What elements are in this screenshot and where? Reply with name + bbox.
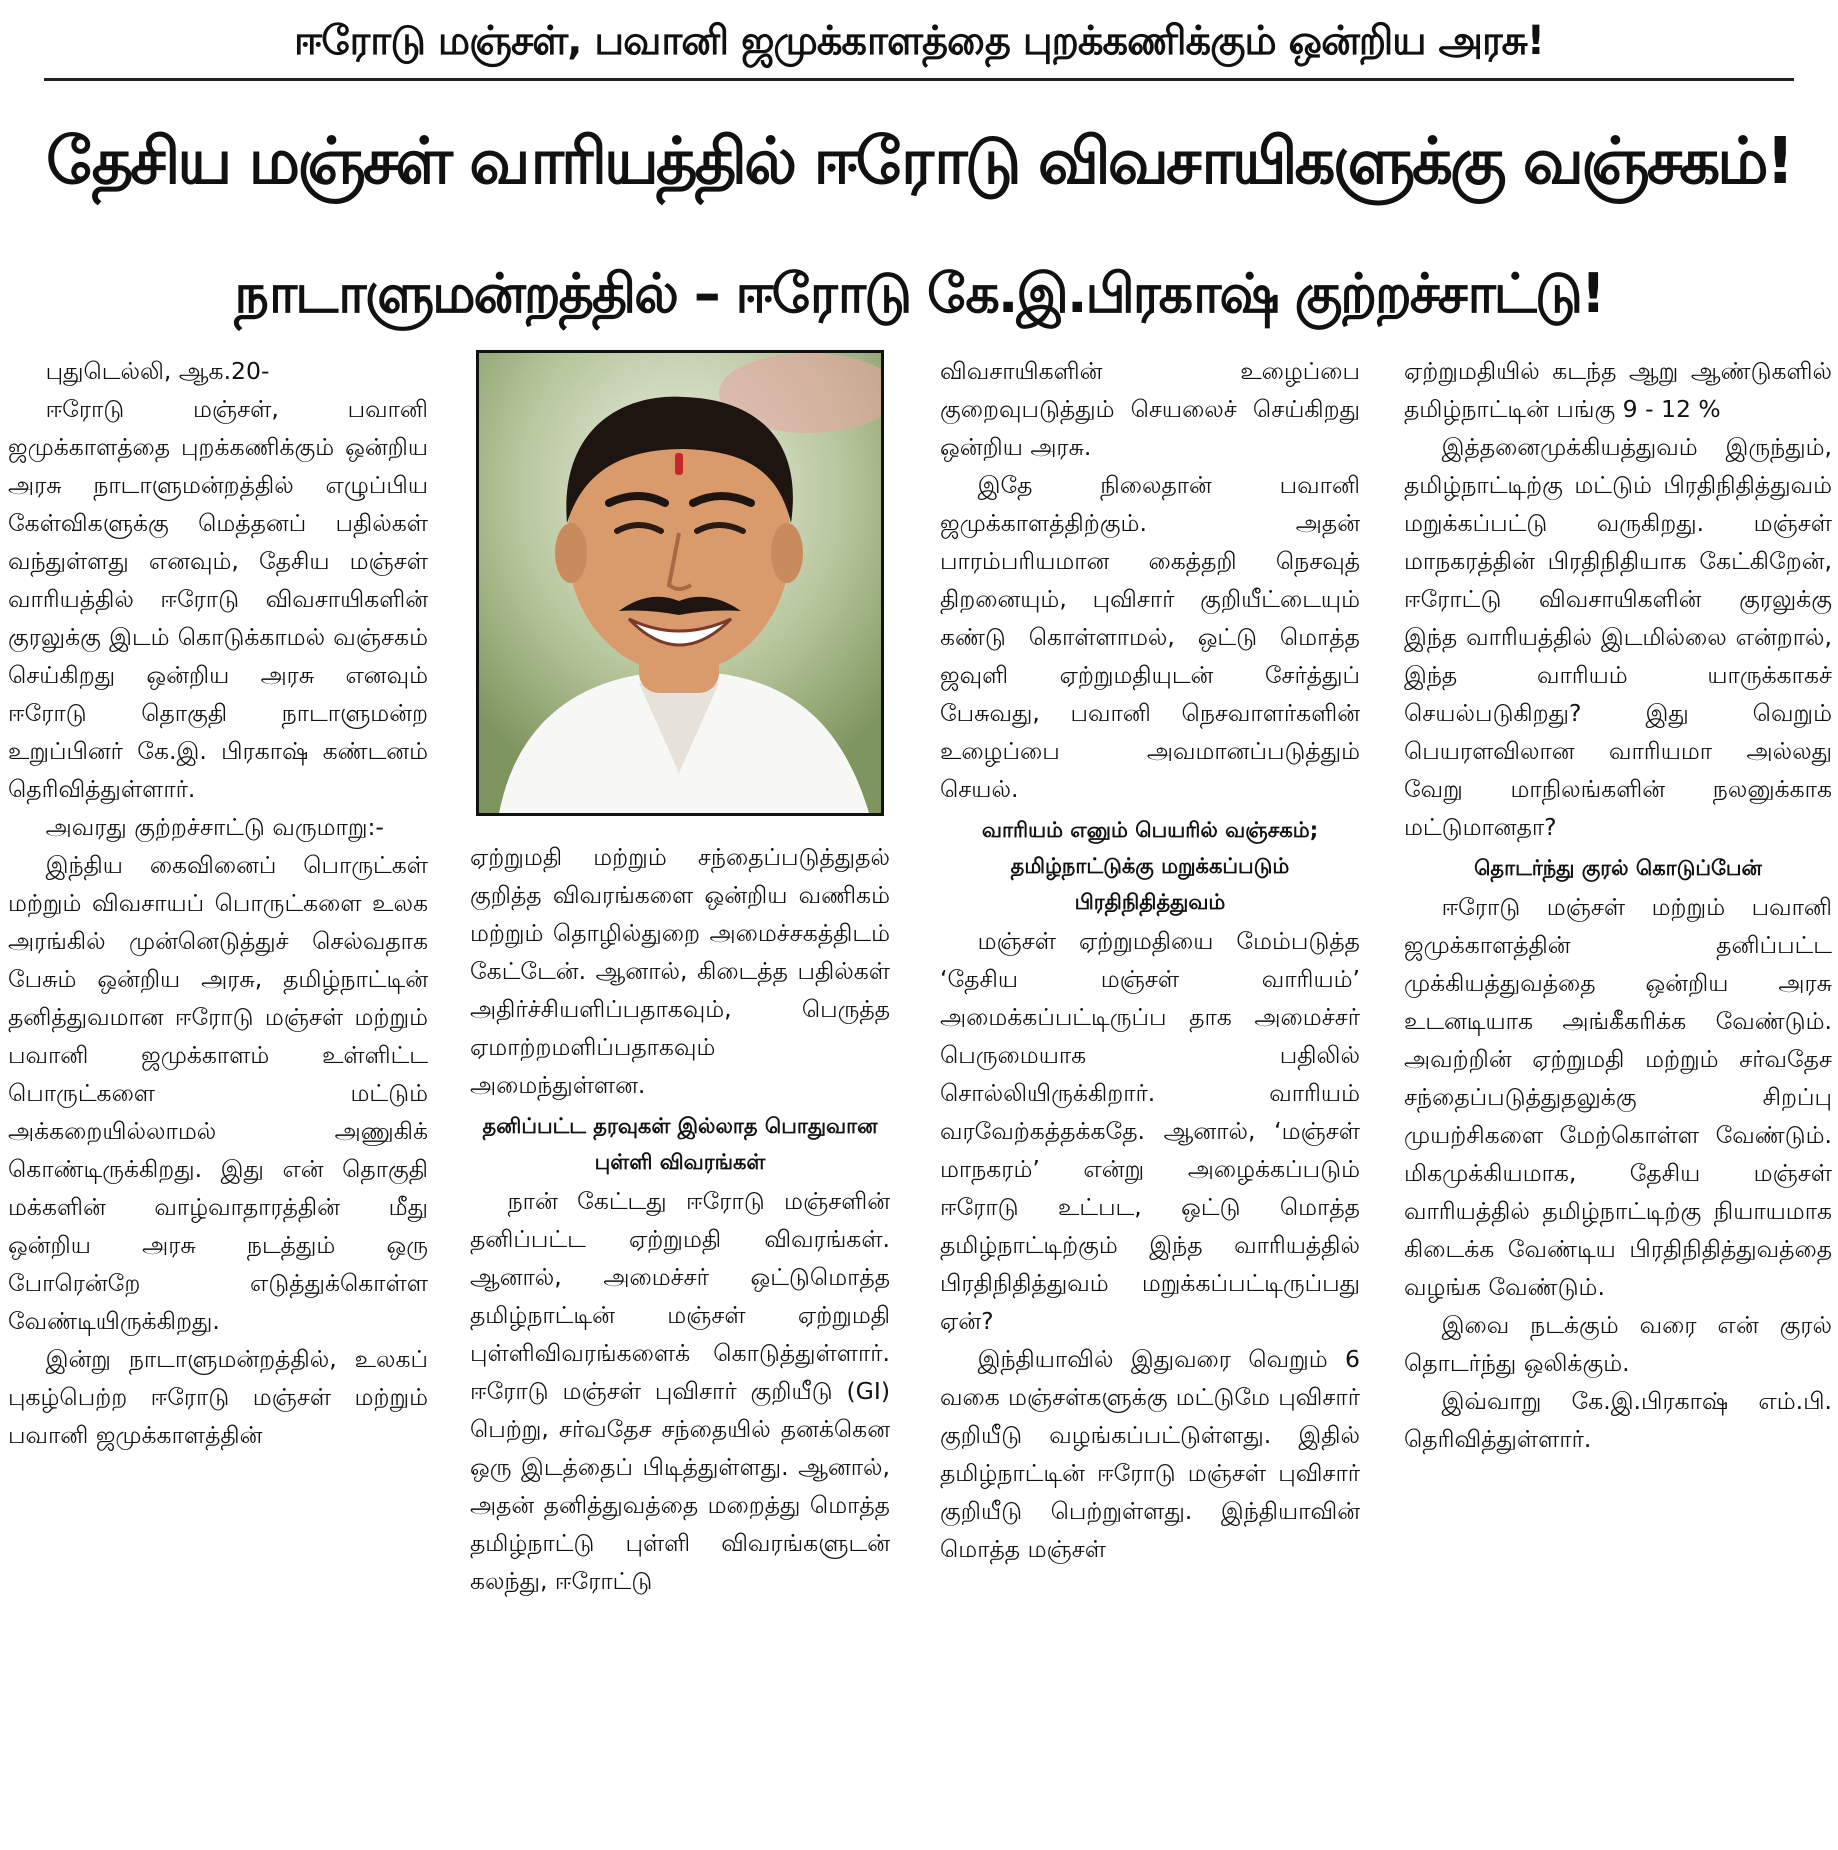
- paragraph: ஏற்றுமதி மற்றும் சந்தைப்படுத்துதல் குறித்த விவரங்களை ஒன்றிய வணிகம் மற்றும் தொழில்துறை அமைச்சகத்திடம் கேட்டேன். ஆனால், கிடைத்த பதில்கள் அதிர்ச்சியளிப்பதாகவும், பெருத்த ஏமாற்றமளிப்பதாகவும் அமைந்துள்ளன.: [470, 843, 890, 1099]
- dateline: புதுடெல்லி, ஆக.20-: [45, 357, 270, 385]
- paragraph: ஏற்றுமதியில் கடந்த ஆறு ஆண்டுகளில் தமிழ்நாட்டின் பங்கு 9 - 12 %: [1404, 357, 1832, 423]
- section-heading: வாரியம் எனும் பெயரில் வஞ்சகம்; தமிழ்நாட்டுக்கு மறுக்கப்படும் பிரதிநிதித்துவம்: [981, 818, 1319, 914]
- paragraph: இன்று நாடாளுமன்றத்தில், உலகப் புகழ்பெற்ற ஈரோடு மஞ்சள் மற்றும் பவானி ஜமுக்காளத்தின்: [8, 1345, 428, 1449]
- paragraph: இந்திய கைவினைப் பொருட்கள் மற்றும் விவசாயப் பொருட்களை உலக அரங்கில் முன்னெடுத்துச் செல்வதாக பேசும் ஒன்றிய அரசு, தமிழ்நாட்டின் தனித்துவமான ஈரோடு மஞ்சள் மற்றும் பவானி ஜமுக்காளம் உள்ளிட்ட பொருட்களை மட்டும் அக்கறையில்லாமல் அணுகிக் கொண்டிருக்கிறது. இது என் தொகுதி மக்களின் வாழ்வாதாரத்தின் மீது ஒன்றிய அரசு நடத்தும் ஒரு போரென்றே எடுத்துக்கொள்ள வேண்டியிருக்கிறது.: [8, 851, 428, 1335]
- paragraph: விவசாயிகளின் உழைப்பை குறைவுபடுத்தும் செயலைச் செய்கிறது ஒன்றிய அரசு.: [940, 357, 1360, 461]
- paragraph: ஈரோடு மஞ்சள் மற்றும் பவானி ஜமுக்காளத்தின் தனிப்பட்ட முக்கியத்துவத்தை ஒன்றிய அரசு உடனடியாக அங்கீகரிக்க வேண்டும். அவற்றின் ஏற்றுமதி மற்றும் சர்வதேச சந்தைப்படுத்துதலுக்கு சிறப்பு முயற்சிகளை மேற்கொள்ள வேண்டும். மிகமுக்கியமாக, தேசிய மஞ்சள் வாரியத்தில் தமிழ்நாட்டிற்கு நியாயமாக கிடைக்க வேண்டிய பிரதிநிதித்துவத்தை வழங்க வேண்டும்.: [1404, 893, 1832, 1301]
- paragraph: இத்தனைமுக்கியத்துவம் இருந்தும், தமிழ்நாட்டிற்கு மட்டும் பிரதிநிதித்துவம் மறுக்கப்பட்டு வருகிறது. மஞ்சள் மாநகரத்தின் பிரதிநிதியாக கேட்கிறேன், ஈரோட்டு விவசாயிகளின் குரலுக்கு இந்த வாரியத்தில் இடமில்லை என்றால், இந்த வாரியம் யாருக்காகச் செயல்படுகிறது? இது வெறும் பெயரளவிலான வாரியமா அல்லது வேறு மாநிலங்களின் நலனுக்காக மட்டுமானதா?: [1404, 433, 1832, 841]
- portrait-illustration: [479, 353, 881, 813]
- section-heading: தொடர்ந்து குரல் கொடுப்பேன்: [1474, 856, 1762, 880]
- paragraph: இதே நிலைதான் பவானி ஜமுக்காளத்திற்கும். அதன் பாரம்பரியமான கைத்தறி நெசவுத் திறனையும், புவிசார் குறியீட்டையும் கண்டு கொள்ளாமல், ஒட்டு மொத்த ஜவுளி ஏற்றுமதியுடன் சேர்த்துப் பேசுவது, பவானி நெசவாளர்களின் உழைப்பை அவமானப்படுத்தும் செயல்.: [940, 471, 1360, 803]
- headline: தேசிய மஞ்சள் வாரியத்தில் ஈரோடு விவசாயிகளுக்கு வஞ்சகம்!: [46, 125, 1792, 199]
- paragraph: இவ்வாறு கே.இ.பிரகாஷ் எம்.பி. தெரிவித்துள்ளார்.: [1404, 1387, 1832, 1453]
- paragraph: இந்தியாவில் இதுவரை வெறும் 6 வகை மஞ்சள்களுக்கு மட்டுமே புவிசார் குறியீடு வழங்கப்பட்டுள்ளது. இதில் தமிழ்நாட்டின் ஈரோடு மஞ்சள் புவிசார் குறியீடு பெற்றுள்ளது. இந்தியாவின் மொத்த மஞ்சள்: [940, 1345, 1360, 1563]
- top-rule: [44, 78, 1794, 81]
- article-column-4: [1404, 352, 1832, 1842]
- paragraph: நான் கேட்டது ஈரோடு மஞ்சளின் தனிப்பட்ட ஏற்றுமதி விவரங்கள். ஆனால், அமைச்சர் ஒட்டுமொத்த தமிழ்நாட்டின் மஞ்சள் ஏற்றுமதி புள்ளிவிவரங்களைக் கொடுத்துள்ளார். ஈரோடு மஞ்சள் புவிசார் குறியீடு (GI) பெற்று, சர்வதேச சந்தையில் தனக்கென ஒரு இடத்தைப் பிடித்துள்ளது. ஆனால், அதன் தனித்துவத்தை மறைத்து மொத்த தமிழ்நாட்டு புள்ளி விவரங்களுடன் கலந்து, ஈரோட்டு: [470, 1187, 890, 1595]
- subheadline: நாடாளுமன்றத்தில் – ஈரோடு கே.இ.பிரகாஷ் குற்றச்சாட்டு!: [234, 262, 1604, 325]
- paragraph: இவை நடக்கும் வரை என் குரல் தொடர்ந்து ஒலிக்கும்.: [1404, 1311, 1832, 1377]
- paragraph: ஈரோடு மஞ்சள், பவானி ஜமுக்காளத்தை புறக்கணிக்கும் ஒன்றிய அரசு நாடாளுமன்றத்தில் எழுப்பிய கேள்விகளுக்கு மெத்தனப் பதில்கள் வந்துள்ளது எனவும், தேசிய மஞ்சள் வாரியத்தில் ஈரோடு விவசாயிகளின் குரலுக்கு இடம் கொடுக்காமல் வஞ்சகம் செய்கிறது ஒன்றிய அரசு எனவும் ஈரோடு தொகுதி நாடாளுமன்ற உறுப்பினர் கே.இ. பிரகாஷ் கண்டனம் தெரிவித்துள்ளார்.: [8, 395, 428, 803]
- section-heading: தனிப்பட்ட தரவுகள் இல்லாத பொதுவான புள்ளி விவரங்கள்: [482, 1114, 878, 1174]
- article-column-1: [8, 352, 428, 1842]
- kicker-line: ஈரோடு மஞ்சள், பவானி ஜமுக்காளத்தை புறக்கணிக்கும் ஒன்றிய அரசு!: [294, 18, 1544, 64]
- article-column-3: [940, 352, 1360, 1842]
- paragraph: மஞ்சள் ஏற்றுமதியை மேம்படுத்த ‘தேசிய மஞ்சள் வாரியம்’ அமைக்கப்பட்டிருப்ப தாக அமைச்சர் பெருமையாக பதிலில் சொல்லியிருக்கிறார். வாரியம் வரவேற்கத்தக்கதே. ஆனால், ‘மஞ்சள் மாநகரம்’ என்று அழைக்கப்படும் ஈரோடு உட்பட, ஒட்டு மொத்த தமிழ்நாட்டிற்கும் இந்த வாரியத்தில் பிரதிநிதித்துவம் மறுக்கப்பட்டிருப்பது ஏன்?: [940, 927, 1360, 1335]
- portrait-photo: [476, 350, 884, 816]
- paragraph: அவரது குற்றச்சாட்டு வருமாறு:-: [45, 813, 384, 841]
- article-column-2: [470, 838, 890, 1842]
